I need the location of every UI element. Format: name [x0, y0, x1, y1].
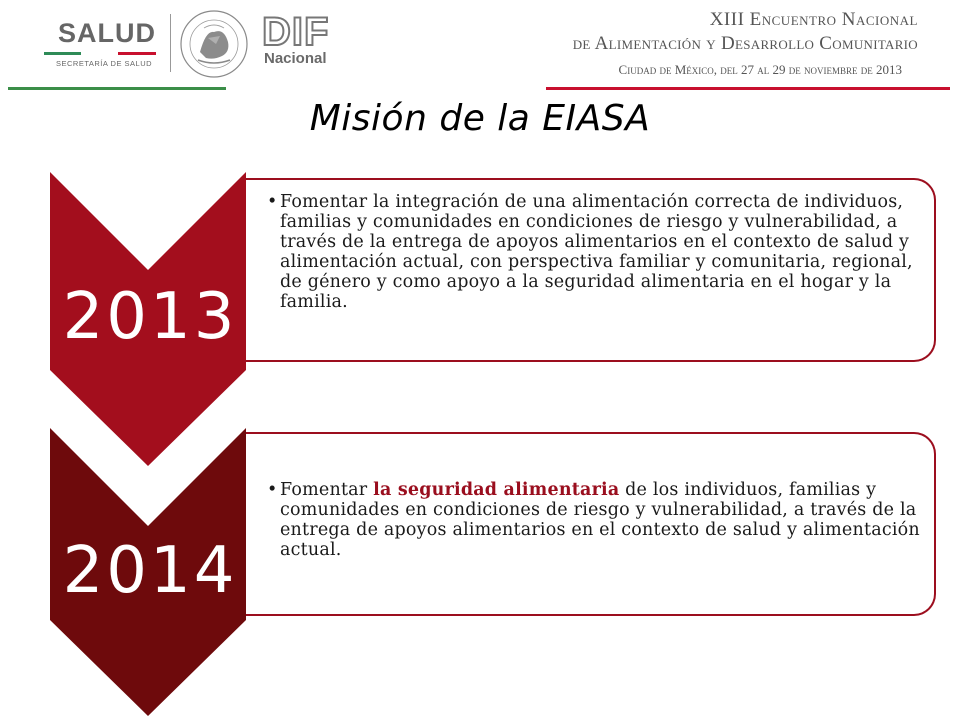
- mission-2013-text-content: Fomentar la integración de una alimentación correcta de individuos, familias y comunidades en condiciones de riesgo y vulnerabilidad, a través de la entrega de apoyos alimentarios en el contexto de salud y alimentación actual, con perspectiva familiar y comunitaria, regional, de género y como apoyo a la seguridad alimentaria en el hogar y la familia.: [280, 192, 913, 312]
- year-2013-label: 2013: [62, 280, 238, 354]
- bullet-icon: •: [267, 480, 278, 500]
- salud-logo-text: SALUD: [58, 18, 156, 48]
- event-title-line1: XIII Encuentro Nacional: [709, 9, 918, 30]
- dif-logo-text: DIF: [262, 10, 330, 54]
- bullet-icon: •: [267, 192, 278, 212]
- event-date: Ciudad de México, del 27 al 29 de noviembre de 2013: [618, 62, 902, 77]
- year-2014-label: 2014: [62, 534, 238, 608]
- slide-title: Misión de la EIASA: [309, 98, 651, 139]
- dif-logo-subtitle: Nacional: [264, 50, 327, 67]
- mission-2014-text-before: Fomentar: [280, 480, 374, 500]
- mission-2014-text-after: de los individuos, familias y comunidades en condiciones de riesgo y vulnerabilidad, a través de la entrega de apoyos alimentarios en el contexto de salud y alimentación actual.: [280, 480, 920, 560]
- mission-2014-highlight: la seguridad alimentaria: [373, 480, 620, 500]
- salud-logo-subtitle: SECRETARÍA DE SALUD: [56, 59, 153, 68]
- event-title-line2: de Alimentación y Desarrollo Comunitario: [572, 33, 918, 54]
